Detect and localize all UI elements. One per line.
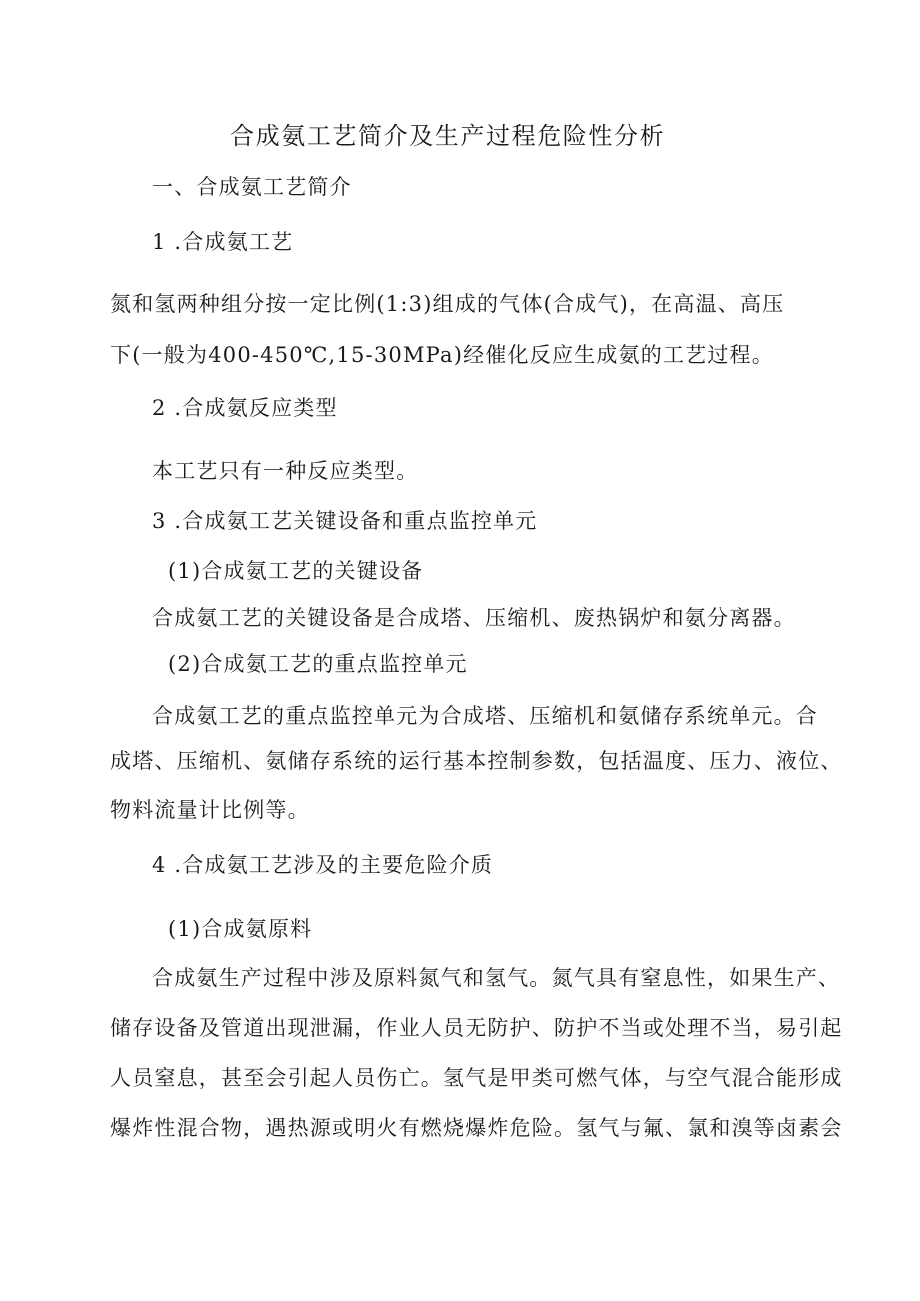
paragraph-line: 下(一般为400-450℃,15-30MPa)经催化反应生成氨的工艺过程。	[110, 343, 774, 367]
paragraph-line: 储存设备及管道出现泄漏，作业人员无防护、防护不当或处理不当，易引起	[110, 1016, 843, 1040]
paragraph-line: 合成氨生产过程中涉及原料氮气和氢气。氮气具有窒息性，如果生产、	[152, 966, 841, 990]
subsection-heading: 2 .合成氨反应类型	[152, 396, 338, 420]
paragraph-line: 合成氨工艺的重点监控单元为合成塔、压缩机和氨储存系统单元。合	[152, 704, 818, 728]
paragraph-line: 成塔、压缩机、氨储存系统的运行基本控制参数，包括温度、压力、液位、	[110, 749, 843, 773]
subsection-heading: 4 .合成氨工艺涉及的主要危险介质	[152, 853, 494, 877]
paragraph-line: 人员窒息，甚至会引起人员伤亡。氢气是甲类可燃气体，与空气混合能形成	[110, 1066, 843, 1090]
subsection-heading: 1 .合成氨工艺	[152, 230, 294, 254]
paragraph-line: 物料流量计比例等。	[110, 798, 310, 822]
sub-item-heading: (1)合成氨工艺的关键设备	[168, 559, 424, 583]
sub-item-heading: (1)合成氨原料	[168, 917, 313, 941]
paragraph-line: 爆炸性混合物，遇热源或明火有燃烧爆炸危险。氢气与氟、氯和溴等卤素会	[110, 1116, 843, 1140]
sub-item-heading: (2)合成氨工艺的重点监控单元	[168, 652, 468, 676]
paragraph-line: 合成氨工艺的关键设备是合成塔、压缩机、废热锅炉和氨分离器。	[152, 606, 796, 630]
document-title: 合成氨工艺简介及生产过程危险性分析	[230, 122, 666, 150]
section-heading: 一、合成氨工艺简介	[152, 175, 352, 199]
subsection-heading: 3 .合成氨工艺关键设备和重点监控单元	[152, 509, 538, 533]
paragraph-line: 本工艺只有一种反应类型。	[152, 459, 419, 483]
paragraph-line: 氮和氢两种组分按一定比例(1:3)组成的气体(合成气)，在高温、高压	[110, 292, 785, 316]
